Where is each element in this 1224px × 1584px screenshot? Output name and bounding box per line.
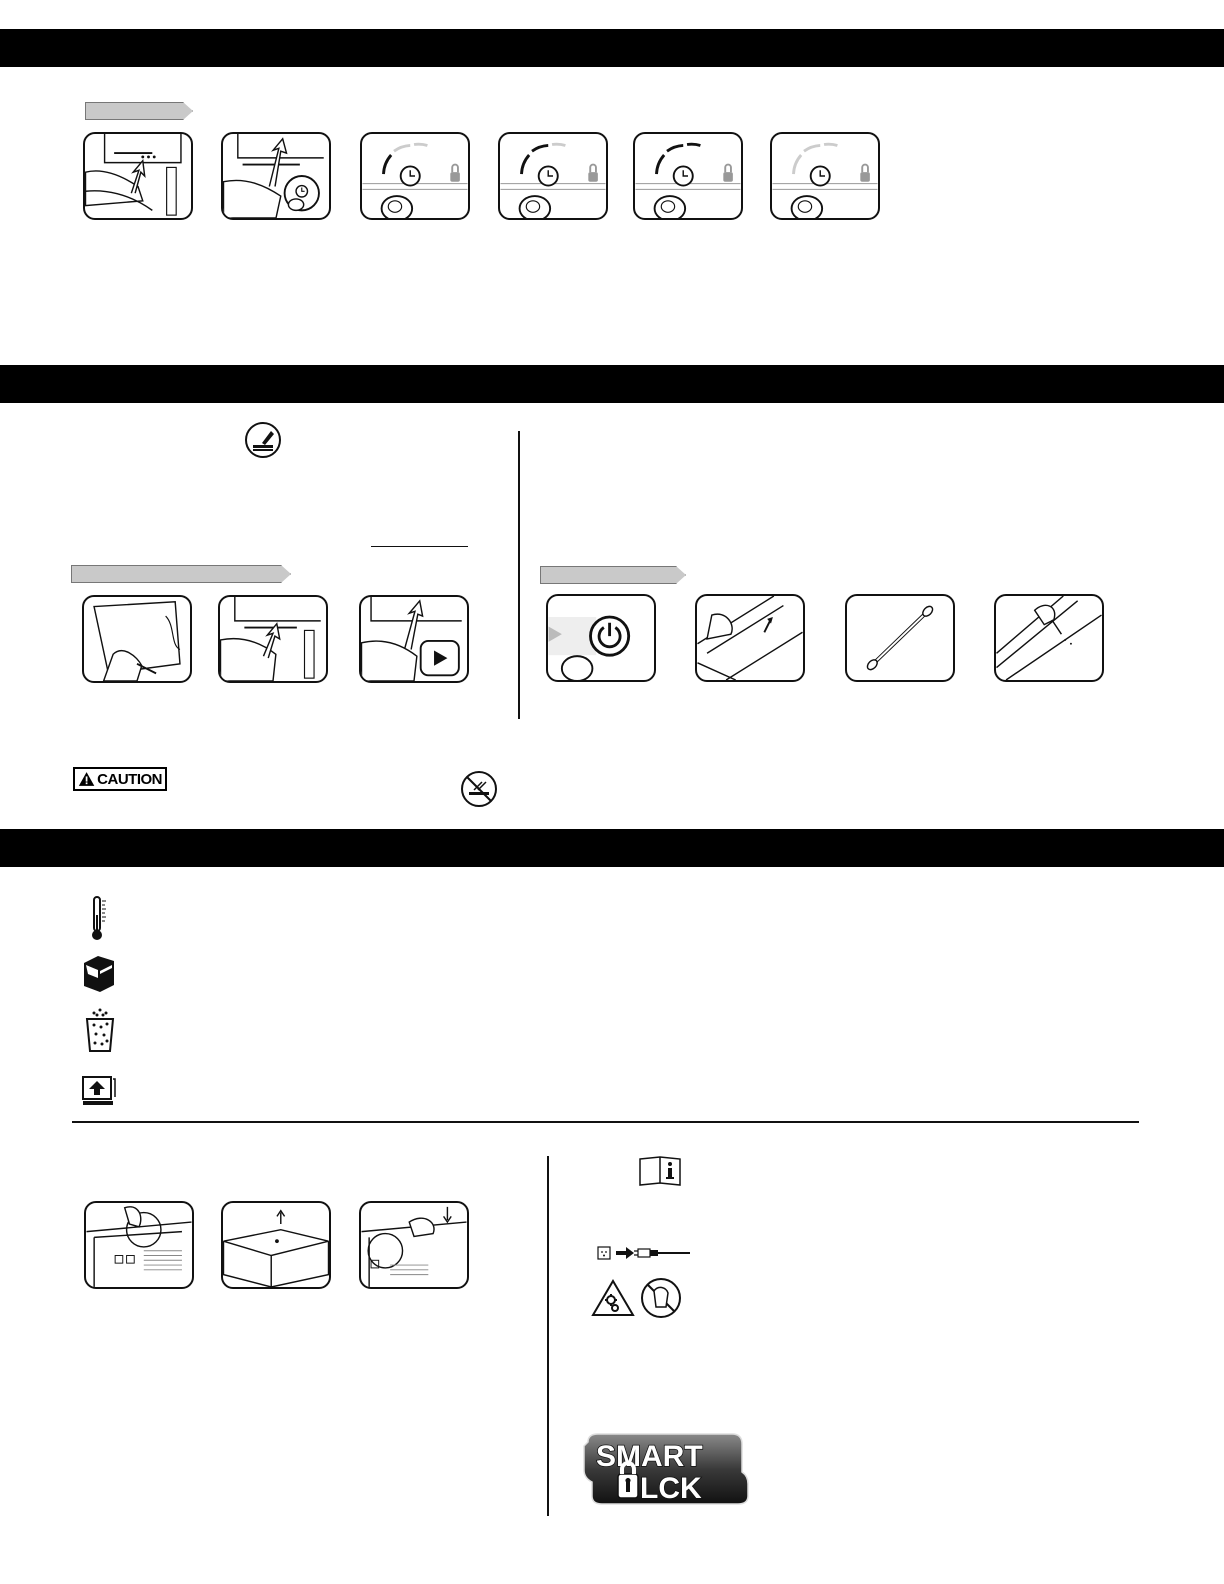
no-hand-icon <box>640 1277 682 1319</box>
illustration-timer-button-step-2 <box>498 132 608 220</box>
caution-label <box>73 767 167 791</box>
bin-full-icon <box>84 1007 116 1053</box>
illustration-pull-paper <box>221 132 331 220</box>
smartlock-line-2: LCK <box>640 1472 702 1505</box>
illustration-insert-sheets <box>83 132 193 220</box>
moving-parts-warning-icon <box>591 1279 635 1317</box>
oil-icon <box>244 421 282 459</box>
smartlock-logo <box>582 1432 750 1506</box>
illustration-power-button <box>546 594 656 682</box>
illustration-oil-sheet <box>82 595 192 683</box>
illustration-timer-button-step-3 <box>633 132 743 220</box>
column-divider-3 <box>547 1156 549 1516</box>
illustration-lid-lift <box>221 1201 331 1289</box>
cotton-swab-icon <box>845 594 955 682</box>
section-header-band-1 <box>0 29 1224 67</box>
illustration-lid-close <box>359 1201 469 1289</box>
illustration-press-forward <box>359 595 469 683</box>
illustration-clean-sensor <box>994 594 1104 682</box>
section-3-rule <box>72 1121 1139 1123</box>
manual-info-icon <box>638 1155 682 1187</box>
illustration-feed-oil-sheet <box>218 595 328 683</box>
steps-tag-2b <box>540 566 686 584</box>
section-header-band-3 <box>0 829 1224 867</box>
no-touch-icon <box>460 770 498 808</box>
illustration-lid-release <box>84 1201 194 1289</box>
unplug-icon <box>596 1245 690 1263</box>
column-divider-2 <box>518 431 520 719</box>
underline-rule <box>371 546 468 547</box>
steps-tag-2a <box>71 565 291 583</box>
section-header-band-2 <box>0 365 1224 403</box>
illustration-timer-button-step-4 <box>770 132 880 220</box>
steps-tag-1 <box>85 102 193 120</box>
illustration-timer-button-step-1 <box>360 132 470 220</box>
caution-text: CAUTION <box>97 770 162 788</box>
illustration-open-lid <box>695 594 805 682</box>
warning-triangle-icon <box>78 770 95 788</box>
thermometer-icon <box>88 895 110 941</box>
smartlock-line-1: SMART <box>596 1440 703 1473</box>
pull-out-icon <box>81 1075 117 1107</box>
cabinet-icon <box>82 953 116 993</box>
